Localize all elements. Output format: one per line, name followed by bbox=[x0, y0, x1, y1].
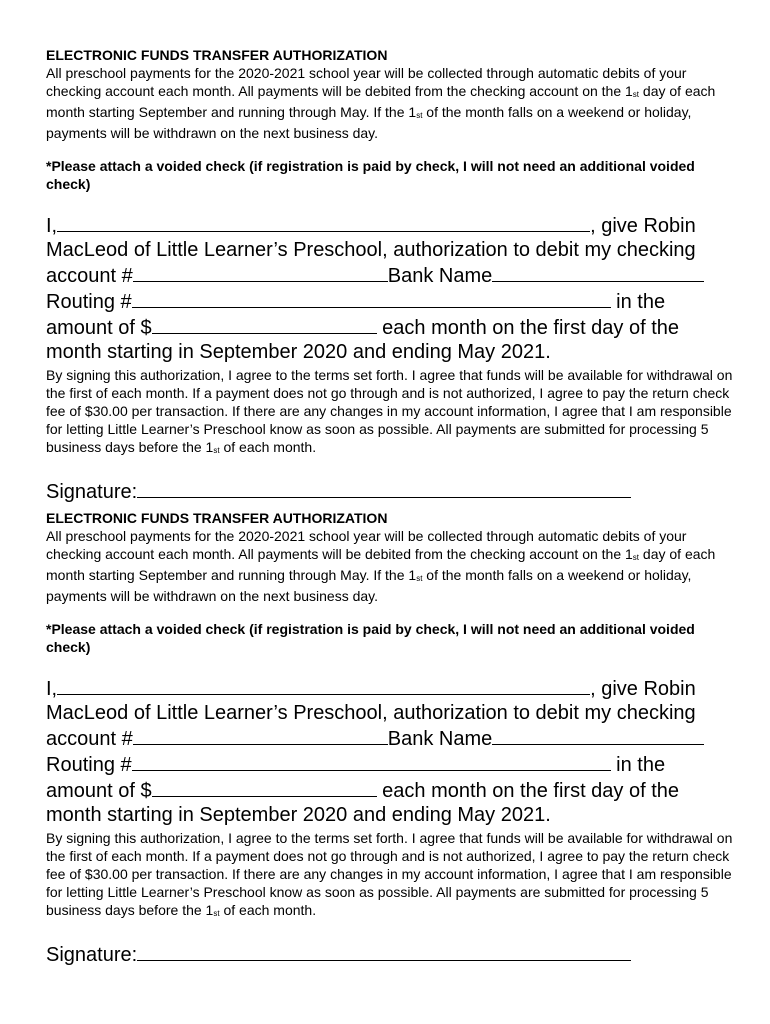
auth-give-text: , give Robin bbox=[590, 215, 696, 237]
amount-field[interactable] bbox=[152, 777, 377, 797]
eft-form-section-2 bbox=[46, 509, 736, 967]
intro-text-b: day of each month starting September and running through May. If the 1 bbox=[46, 546, 716, 583]
signature-label: Signature: bbox=[46, 481, 138, 503]
amount-label: amount of $ bbox=[46, 317, 152, 339]
bank-name-label: Bank Name bbox=[387, 265, 493, 287]
account-number-field[interactable] bbox=[133, 725, 388, 745]
terms-text-a: By signing this authorization, I agree to the terms set forth. I agree that funds will be available for withdrawal on the first of each month. If a payment does not go through and is not authorized, I agree to pay the return check fee of $30.00 per transaction. If there are any changes in my account information, I agree that I am responsible for letting Little Learner’s Preschool know as soon as possible. All payments are submitted for processing 5 business days before the 1 bbox=[46, 367, 733, 455]
routing-label: Routing # bbox=[46, 754, 132, 776]
voided-check-note: *Please attach a voided check (if registration is paid by check, I will not need an additional voided check) bbox=[46, 621, 695, 655]
ordinal-suffix: st bbox=[632, 553, 640, 562]
auth-i-label: I, bbox=[46, 678, 58, 700]
intro-text-c: of the month falls on a weekend or holiday, payments will be withdrawn on the next business day. bbox=[46, 567, 692, 604]
intro-text-c: of the month falls on a weekend or holiday, payments will be withdrawn on the next business day. bbox=[46, 104, 692, 141]
ordinal-suffix: st bbox=[416, 574, 423, 583]
auth-line-2: MacLeod of Little Learner’s Preschool, authorization to debit my checking bbox=[46, 239, 696, 261]
routing-number-field[interactable] bbox=[132, 751, 611, 771]
form-title: ELECTRONIC FUNDS TRANSFER AUTHORIZATION bbox=[46, 47, 388, 63]
voided-check-note: *Please attach a voided check (if registration is paid by check, I will not need an additional voided check) bbox=[46, 158, 695, 192]
eft-form-section-1 bbox=[46, 46, 736, 504]
intro-paragraph bbox=[46, 527, 736, 605]
terms-text-a: By signing this authorization, I agree to the terms set forth. I agree that funds will be available for withdrawal on the first of each month. If a payment does not go through and is not authorized, I agree to pay the return check fee of $30.00 per transaction. If there are any changes in my account information, I agree that I am responsible for letting Little Learner’s Preschool know as soon as possible. All payments are submitted for processing 5 business days before the 1 bbox=[46, 830, 733, 918]
routing-number-field[interactable] bbox=[132, 288, 611, 308]
intro-text-b: day of each month starting September and running through May. If the 1 bbox=[46, 83, 716, 120]
terms-text-b: of each month. bbox=[219, 902, 317, 918]
bank-name-label: Bank Name bbox=[387, 728, 493, 750]
account-label: account # bbox=[46, 265, 133, 287]
ordinal-suffix: st bbox=[416, 111, 423, 120]
signature-label: Signature: bbox=[46, 944, 138, 966]
auth-i-label: I, bbox=[46, 215, 58, 237]
auth-give-text: , give Robin bbox=[590, 678, 696, 700]
intro-text-a: All preschool payments for the 2020-2021 school year will be collected through automatic debits of your checking account each month. All payments will be debited from the checking account on the 1 bbox=[46, 528, 687, 562]
in-the-text: in the bbox=[610, 754, 666, 776]
signature-field[interactable] bbox=[137, 941, 631, 961]
terms-paragraph bbox=[46, 829, 736, 922]
each-month-text: each month on the first day of the bbox=[376, 317, 680, 339]
auth-line-6: month starting in September 2020 and ending May 2021. bbox=[46, 804, 551, 826]
routing-label: Routing # bbox=[46, 291, 132, 313]
auth-line-2: MacLeod of Little Learner’s Preschool, authorization to debit my checking bbox=[46, 702, 696, 724]
amount-label: amount of $ bbox=[46, 780, 152, 802]
signature-row bbox=[46, 478, 736, 504]
ordinal-suffix: st bbox=[213, 909, 220, 918]
amount-field[interactable] bbox=[152, 314, 377, 334]
name-field[interactable] bbox=[57, 675, 590, 695]
ordinal-suffix: st bbox=[213, 446, 220, 455]
signature-field[interactable] bbox=[137, 478, 631, 498]
auth-line-6: month starting in September 2020 and ending May 2021. bbox=[46, 341, 551, 363]
each-month-text: each month on the first day of the bbox=[376, 780, 680, 802]
intro-text-a: All preschool payments for the 2020-2021 school year will be collected through automatic debits of your checking account each month. All payments will be debited from the checking account on the 1 bbox=[46, 65, 687, 99]
authorization-paragraph bbox=[46, 675, 736, 827]
authorization-paragraph bbox=[46, 212, 736, 364]
bank-name-field[interactable] bbox=[492, 725, 704, 745]
in-the-text: in the bbox=[610, 291, 666, 313]
signature-row bbox=[46, 941, 736, 967]
name-field[interactable] bbox=[57, 212, 590, 232]
terms-paragraph bbox=[46, 366, 736, 459]
account-number-field[interactable] bbox=[133, 262, 388, 282]
bank-name-field[interactable] bbox=[492, 262, 704, 282]
form-title: ELECTRONIC FUNDS TRANSFER AUTHORIZATION bbox=[46, 510, 388, 526]
terms-text-b: of each month. bbox=[219, 439, 317, 455]
intro-paragraph bbox=[46, 64, 736, 142]
ordinal-suffix: st bbox=[632, 90, 640, 99]
account-label: account # bbox=[46, 728, 133, 750]
